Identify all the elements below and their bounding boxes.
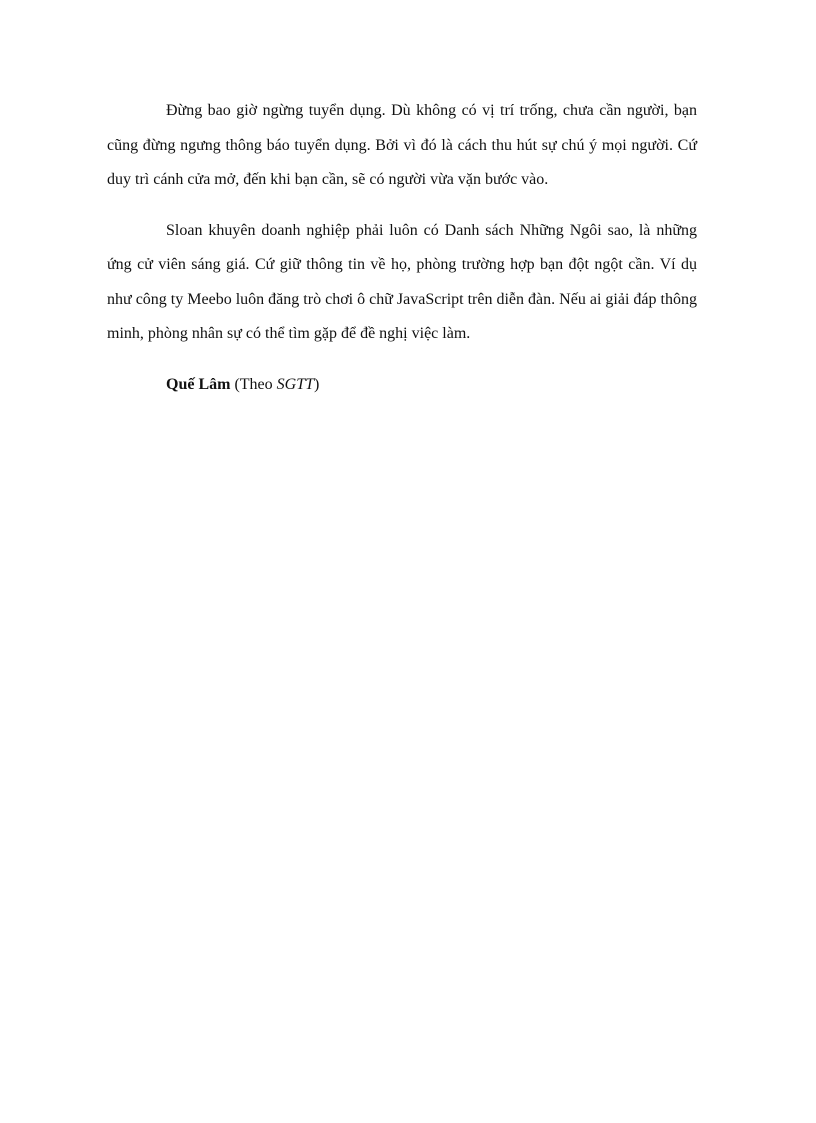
article-body bbox=[107, 94, 697, 402]
paragraph-1: Đừng bao giờ ngừng tuyển dụng. Dù không có vị trí trống, chưa cần người, bạn cũng đừng ngưng thông báo tuyển dụng. Bởi vì đó là cách thu hút sự chú ý mọi người. Cứ duy trì cánh cửa mở, đến khi bạn cần, sẽ có người vừa vặn bước vào. bbox=[107, 102, 697, 188]
paragraph-2: Sloan khuyên doanh nghiệp phải luôn có Danh sách Những Ngôi sao, là những ứng cử viên sáng giá. Cứ giữ thông tin về họ, phòng trường hợp bạn đột ngột cần. Ví dụ như công ty Meebo luôn đăng trò chơi ô chữ JavaScript trên diễn đàn. Nếu ai giải đáp thông minh, phòng nhân sự có thể tìm gặp để đề nghị việc làm. bbox=[107, 221, 697, 342]
source-name: SGTT bbox=[276, 375, 315, 393]
byline bbox=[107, 368, 697, 403]
author-name: Quế Lâm bbox=[166, 375, 231, 393]
byline-prefix: (Theo bbox=[230, 375, 277, 393]
byline-suffix: ) bbox=[314, 375, 320, 393]
